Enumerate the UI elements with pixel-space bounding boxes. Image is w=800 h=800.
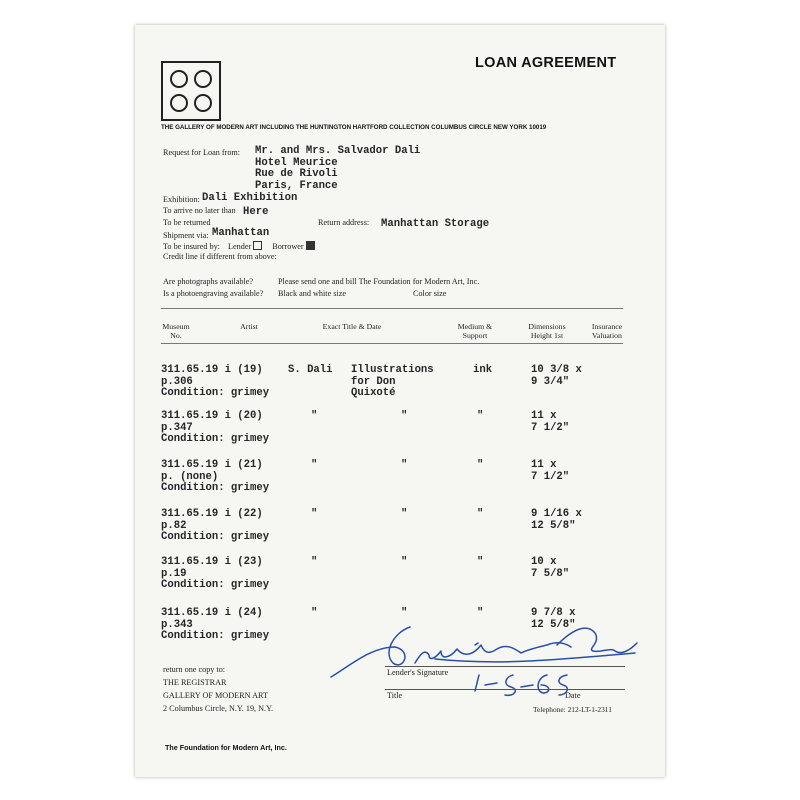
title-line: Quixoté [351, 387, 396, 400]
condition: Condition: grimey [161, 387, 270, 400]
col-medium: Medium & Support [457, 322, 493, 340]
shipment-value: Manhattan [212, 227, 270, 239]
document-title: LOAN AGREEMENT [475, 55, 617, 71]
museum-number: 311.65.19 i (19) [161, 364, 263, 376]
date-stroke [505, 675, 515, 695]
col-title-date: Exact Title & Date [322, 322, 382, 331]
date-stroke [521, 685, 533, 687]
telephone: Telephone: 212-LT-1-2311 [533, 705, 612, 714]
condition: Condition: grimey [161, 630, 270, 643]
page-number: p. (none) [161, 470, 219, 483]
title-line: " [401, 607, 408, 619]
medium: " [477, 410, 484, 422]
photoengraving-question: Is a photoengraving available? [163, 289, 264, 298]
dimension-line: 11 x [531, 410, 557, 422]
insured-label: To be insured by: [163, 242, 220, 251]
organization-line: THE GALLERY OF MODERN ART INCLUDING THE HUNTINGTON HARTFORD COLLECTION COLUMBUS CIRCLE NEW YORK 10019 [161, 124, 547, 131]
title-line: " [401, 459, 408, 471]
condition: Condition: grimey [161, 531, 270, 544]
signature-stroke [475, 643, 478, 645]
page-number: p.82 [161, 519, 187, 532]
museum-number: 311.65.19 i (23) [161, 556, 263, 568]
condition: Condition: grimey [161, 579, 270, 592]
credit-line-label: Credit line if different from above: [163, 252, 277, 261]
dimension-line: 7 1/2" [531, 470, 570, 483]
title-line: " [401, 556, 408, 568]
artist: " [311, 556, 318, 568]
gallery-line: GALLERY OF MODERN ART [163, 691, 268, 700]
registrar-line: THE REGISTRAR [163, 678, 227, 687]
page-number: p.19 [161, 567, 187, 580]
bw-size-label: Black and white size [278, 289, 346, 298]
return-address-label: Return address: [318, 218, 370, 227]
lender-city: Paris, France [255, 179, 338, 192]
title-line: for Don [351, 375, 396, 388]
dimension-line: 9 1/16 x [531, 508, 582, 520]
museum-number: 311.65.19 i (21) [161, 459, 263, 471]
title-line: " [401, 410, 408, 422]
return-copy-block [163, 663, 273, 715]
borrower-checkbox[interactable] [306, 241, 315, 250]
lender-hotel: Hotel Meurice [255, 156, 338, 169]
lender-signature [325, 595, 665, 710]
lender-name: Mr. and Mrs. Salvador Dali [255, 145, 421, 157]
dimension-line: 12 5/8" [531, 618, 576, 631]
medium: " [477, 556, 484, 568]
page-number: p.347 [161, 421, 193, 434]
artist: " [311, 459, 318, 471]
footer-foundation: The Foundation for Modern Art, Inc. [165, 743, 287, 752]
medium: " [477, 508, 484, 520]
lender-option-label: Lender [228, 242, 252, 251]
divider-top [161, 308, 623, 309]
date-stroke [485, 683, 497, 685]
returned-label: To be returned [163, 218, 211, 227]
loan-agreement-sheet [135, 25, 665, 777]
museum-number: 311.65.19 i (22) [161, 508, 263, 520]
return-copy-heading: return one copy to: [163, 665, 226, 674]
date-stroke [538, 675, 549, 693]
date-stroke [475, 675, 479, 691]
lender-signature-label: Lender's Signature [387, 668, 449, 677]
arrive-value: Here [243, 206, 269, 218]
title-line: Illustrations [351, 364, 434, 376]
return-address-value: Manhattan Storage [381, 218, 490, 230]
title-label: Title [387, 691, 403, 700]
lender-checkbox[interactable] [253, 241, 262, 250]
exhibition-value: Dali Exhibition [202, 192, 298, 204]
photo-billing-note: Please send one and bill The Foundation for Modern Art, Inc. [278, 277, 480, 286]
lender-street: Rue de Rivoli [255, 168, 338, 181]
arrive-label: To arrive no later than [163, 206, 236, 215]
signature-stroke [331, 627, 410, 677]
borrower-option-label: Borrower [272, 242, 304, 251]
address-line: 2 Columbus Circle, N.Y. 19, N.Y. [163, 704, 274, 713]
title-line: " [401, 508, 408, 520]
condition: Condition: grimey [161, 433, 270, 446]
artist: " [311, 410, 318, 422]
dimension-line: 12 5/8" [531, 519, 576, 532]
dimension-line: 7 1/2" [531, 421, 570, 434]
condition: Condition: grimey [161, 482, 270, 495]
date-stroke [559, 675, 567, 695]
museum-number: 311.65.19 i (20) [161, 410, 263, 422]
dimension-line: 10 3/8 x [531, 364, 582, 376]
col-dimensions: Dimensions Height 1st [528, 322, 566, 340]
dimension-line: 10 x [531, 556, 557, 568]
medium: ink [473, 364, 493, 376]
dimension-line: 11 x [531, 459, 557, 471]
artist: " [311, 607, 318, 619]
dimension-line: 9 3/4" [531, 375, 570, 388]
exhibition-label: Exhibition: [163, 195, 200, 204]
date-label: Date [565, 691, 581, 700]
museum-number: 311.65.19 i (24) [161, 607, 263, 619]
signature-stroke [557, 628, 637, 652]
insured-row [163, 241, 315, 251]
artist: S. Dali [288, 364, 333, 376]
color-size-label: Color size [413, 289, 447, 298]
col-artist: Artist [240, 322, 258, 331]
col-museum-no: Museum No. [162, 322, 190, 340]
page-number: p.343 [161, 618, 193, 631]
header-rule [161, 343, 623, 344]
medium: " [477, 607, 484, 619]
medium: " [477, 459, 484, 471]
request-label: Request for Loan from: [163, 148, 241, 157]
page-number: p.306 [161, 375, 193, 388]
shipment-label: Shipment via: [163, 231, 209, 240]
dimension-line: 9 7/8 x [531, 607, 576, 619]
gallery-logo-icon [161, 61, 221, 121]
col-insurance: Insurance Valuation [591, 322, 623, 340]
artist: " [311, 508, 318, 520]
lender-address [255, 146, 420, 192]
dimension-line: 7 5/8" [531, 567, 570, 580]
photographs-question: Are photographs available? [163, 277, 254, 286]
